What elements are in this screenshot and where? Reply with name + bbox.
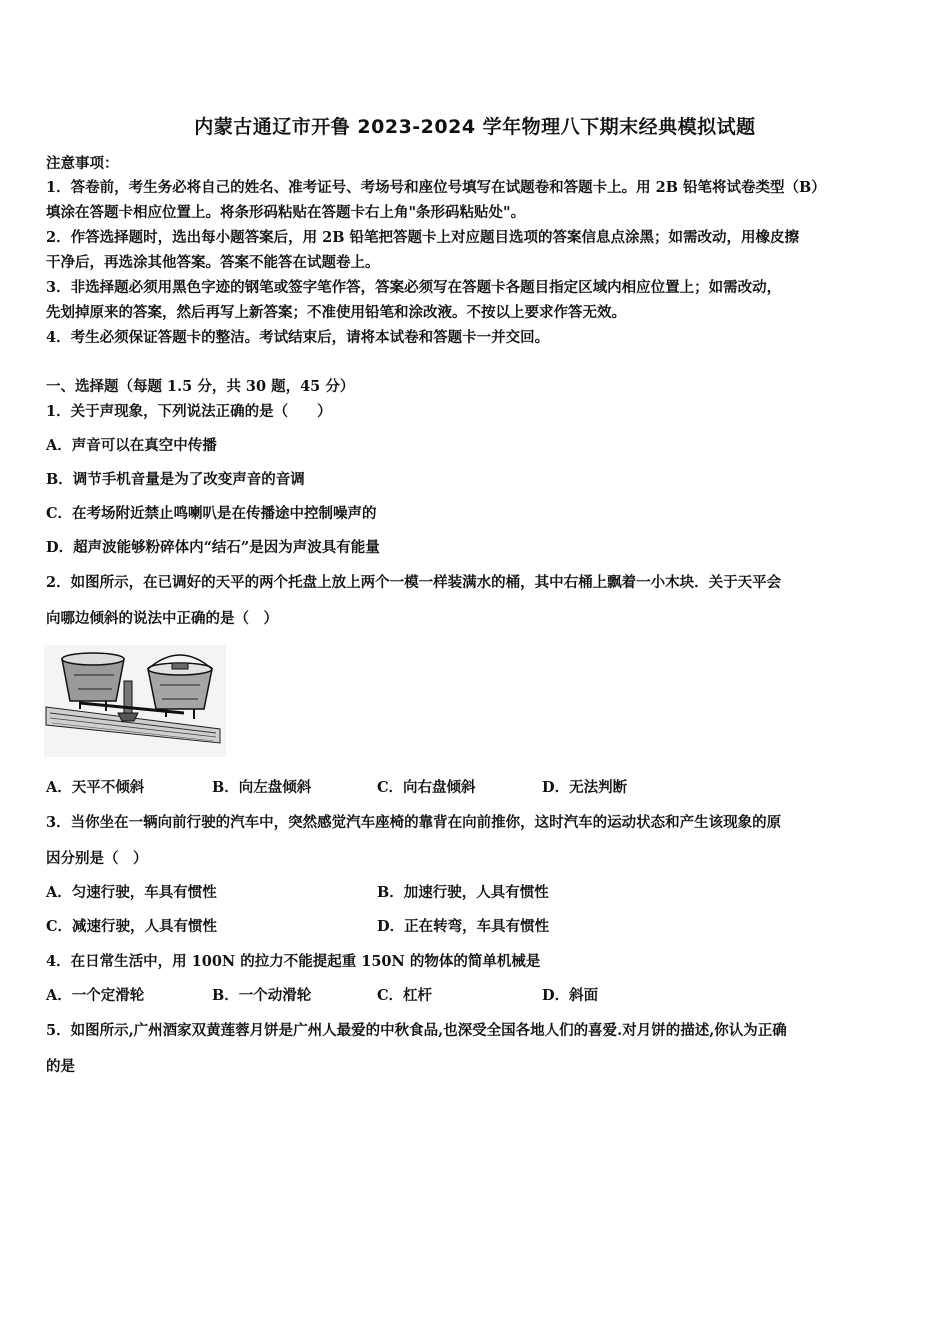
question-3-stem: 3．当你坐在一辆向前行驶的汽车中，突然感觉汽车座椅的靠背在向前推你，这时汽车的运动状态和产生该现象的原 [46,814,782,831]
question-1-stem: 1．关于声现象，下列说法正确的是（ ） [46,403,332,420]
balance-buckets-illustration [44,645,226,757]
question-2-option-a: A．天平不倾斜 [46,779,145,796]
question-2-option-b: B．向左盘倾斜 [212,779,312,796]
question-4-option-d: D．斜面 [542,987,599,1004]
section-heading: 一、选择题（每题 1.5 分，共 30 题，45 分） [46,378,355,395]
question-4-option-a: A．一个定滑轮 [46,987,145,1004]
notice-line: 填涂在答题卡相应位置上。将条形码粘贴在答题卡右上角"条形码粘贴处"。 [46,204,526,221]
notice-line: 干净后，再选涂其他答案。答案不能答在试题卷上。 [46,254,380,271]
notice-line: 3．非选择题必须用黑色字迹的钢笔或签字笔作答，答案必须写在答题卡各题目指定区域内相应位置上；如需改动， [46,279,782,296]
notice-line: 2．作答选择题时，选出每小题答案后，用 2B 铅笔把答题卡上对应题目选项的答案信息点涂黑；如需改动，用橡皮擦 [46,229,800,246]
notice-heading: 注意事项： [46,155,119,172]
question-5-stem: 5．如图所示,广州酒家双黄莲蓉月饼是广州人最爱的中秋食品,也深受全国各地人们的喜爱.对月饼的描述,你认为正确 [46,1022,787,1039]
question-3-option-c: C．减速行驶，人具有惯性 [46,918,218,935]
notice-line: 1．答卷前，考生务必将自己的姓名、准考证号、考场号和座位号填写在试题卷和答题卡上。用 2B 铅笔将试卷类型（B） [46,179,826,196]
question-2-stem: 向哪边倾斜的说法中正确的是（ ） [46,610,278,627]
question-4-stem: 4．在日常生活中，用 100N 的拉力不能提起重 150N 的物体的简单机械是 [46,953,541,970]
question-4-option-b: B．一个动滑轮 [212,987,312,1004]
notice-line: 先划掉原来的答案，然后再写上新答案；不准使用铅笔和涂改液。不按以上要求作答无效。 [46,304,626,321]
question-1-option-d: D．超声波能够粉碎体内“结石”是因为声波具有能量 [46,539,380,556]
page-title: 内蒙古通辽市开鲁 2023-2024 学年物理八下期末经典模拟试题 [194,116,756,138]
question-4-option-c: C．杠杆 [377,987,433,1004]
notice-line: 4．考生必须保证答题卡的整洁。考试结束后，请将本试卷和答题卡一并交回。 [46,329,550,346]
question-2-option-c: C．向右盘倾斜 [377,779,476,796]
question-3-option-d: D．正在转弯，车具有惯性 [377,918,550,935]
question-1-option-b: B．调节手机音量是为了改变声音的音调 [46,471,305,488]
question-3-option-a: A．匀速行驶，车具有惯性 [46,884,217,901]
question-2-option-d: D．无法判断 [542,779,628,796]
question-1-option-a: A．声音可以在真空中传播 [46,437,217,454]
question-5-stem: 的是 [46,1058,75,1075]
question-2-stem: 2．如图所示，在已调好的天平的两个托盘上放上两个一模一样装满水的桶，其中右桶上飘着一小木块．关于天平会 [46,574,782,591]
question-3-stem: 因分别是（ ） [46,850,148,867]
question-1-option-c: C．在考场附近禁止鸣喇叭是在传播途中控制噪声的 [46,505,377,522]
question-3-option-b: B．加速行驶，人具有惯性 [377,884,549,901]
